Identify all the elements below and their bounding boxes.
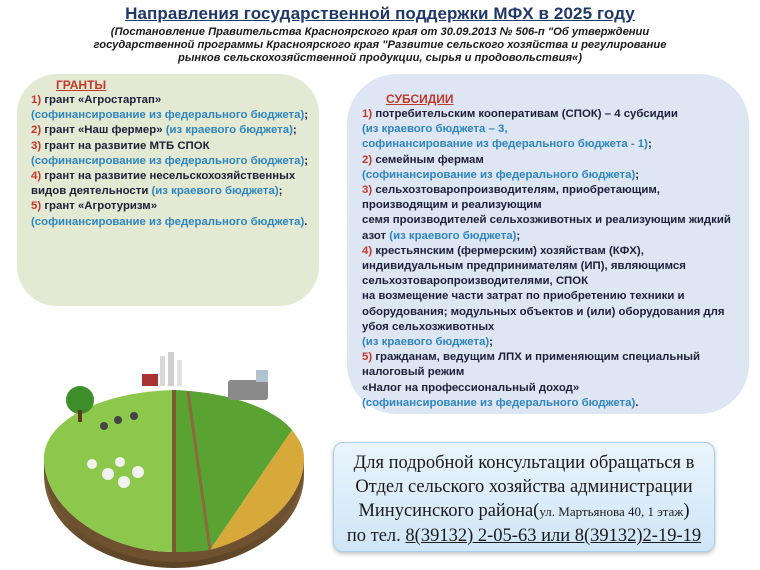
item-note: (софинансирование из федерального бюджета) [31, 109, 305, 122]
item-number: 2) [31, 124, 42, 137]
item-number: 5) [362, 351, 373, 364]
item-note: (софинансирование из федерального бюджета) [31, 154, 305, 167]
item-end: ; [304, 154, 309, 167]
page-title: Направления государственной поддержки МФХ в 2025 году [125, 4, 635, 23]
grants-heading: ГРАНТЫ [56, 78, 107, 92]
item-end: ; [635, 168, 640, 181]
item-note: (софинансирование из федерального бюджета) [362, 396, 636, 409]
list-item [31, 139, 316, 169]
item-number: 4) [31, 170, 42, 183]
harvester [228, 380, 268, 400]
item-text: грант «Агротуризм» [44, 200, 158, 213]
item-text: грант «Наш фермер» [44, 124, 163, 137]
agriculture-pie-illustration [38, 340, 310, 570]
item-number: 5) [31, 200, 42, 213]
item-end: ; [304, 109, 309, 122]
item-text: семейным фермам [375, 153, 484, 166]
list-item [31, 123, 316, 138]
cow [130, 412, 138, 420]
item-text: грант на развитие МТБ СПОК [44, 139, 210, 152]
sheep [102, 468, 114, 480]
silo [177, 360, 182, 386]
item-text: крестьянским (фермерским) хозяйствам (КФХ), индивидуальным предпринимателям (ИП), являющимся сельхозтоваропроизводителями, СПОК [362, 244, 686, 288]
subtitle-line-3: рынков сельскохозяйственной продукции, сырья и продовольствия«) [178, 52, 582, 64]
tree-trunk [78, 410, 82, 422]
harvester-cab [256, 370, 268, 382]
item-note: (софинансирование из федерального бюджета) [31, 215, 305, 228]
item-end: . [304, 215, 308, 228]
item-end: . [635, 396, 639, 409]
list-item [31, 93, 316, 123]
item-note: софинансирование из федерального бюджета - 1) [362, 138, 648, 151]
list-item [362, 107, 740, 153]
grants-list [31, 93, 316, 230]
item-text: «Налог на профессиональный доход» [362, 381, 580, 394]
list-item [362, 244, 740, 350]
list-item [362, 183, 740, 244]
item-text: потребительским кооперативам (СПОК) – 4 субсидии [375, 108, 678, 120]
sheep [87, 459, 97, 469]
item-end: ; [489, 336, 493, 349]
item-text: на возмещение части затрат по приобретению техники и оборудования; модульных объектов и (или) оборудования для убоя сельхозживотных [362, 290, 725, 333]
barn [142, 374, 158, 386]
item-end: ; [278, 185, 283, 198]
item-number: 2) [362, 153, 373, 166]
item-note: (из краевого бюджета) [389, 229, 517, 242]
item-number: 4) [362, 244, 373, 257]
item-text: грант на развитие несельскохозяйственных видов деятельности [31, 170, 296, 198]
phone-numbers[interactable]: 8(39132) 2-05-63 или 8(39132)2-19-19 [405, 526, 702, 546]
sheep [118, 476, 130, 488]
contact-line-2: Отдел сельского хозяйства администрации [355, 477, 693, 497]
list-item [362, 153, 740, 183]
contact-address: ул. Мартьянова 40, 1 этаж [539, 504, 684, 519]
item-number: 1) [362, 108, 373, 120]
cow [114, 416, 122, 424]
item-number: 3) [31, 139, 42, 152]
contact-department: Минусинского района( [358, 501, 540, 521]
item-text: гражданам, ведущим ЛПХ и применяющим специальный налоговый режим [362, 351, 700, 379]
contact-line-3 [334, 499, 714, 524]
item-text: грант «Агростартап» [44, 94, 162, 106]
item-note: (из краевого бюджета) [165, 124, 293, 137]
phone-prefix: по тел. [346, 526, 401, 546]
sheep [115, 457, 125, 467]
subsidies-heading: СУБСИДИИ [386, 92, 454, 106]
cow [100, 422, 108, 430]
tree [66, 386, 94, 414]
item-note: (из краевого бюджета) [151, 185, 279, 198]
contact-paren: ) [683, 501, 690, 521]
item-end: ; [292, 124, 297, 137]
subsidies-list [362, 107, 740, 411]
contact-line-4 [334, 524, 714, 548]
subtitle-line-2: государственной программы Красноярского края "Развитие сельского хозяйства и регулирование [93, 39, 667, 51]
item-end: ; [647, 138, 652, 151]
item-number: 3) [362, 184, 373, 197]
sheep [132, 466, 144, 478]
silo [168, 352, 174, 386]
subtitle-line-1: (Постановление Правительства Красноярского края от 30.09.2013 № 506-п "Об утверждении [110, 26, 650, 38]
item-end: ; [516, 229, 521, 242]
list-item [362, 350, 740, 411]
list-item [31, 169, 316, 199]
list-item [31, 199, 316, 229]
page-subtitle [40, 26, 720, 65]
item-note: (из краевого бюджета – 3, [362, 123, 508, 136]
contact-box [333, 442, 715, 552]
contact-line-1: Для подробной консультации обращаться в [353, 453, 695, 473]
silo [160, 356, 165, 386]
item-number: 1) [31, 94, 42, 106]
item-text: семя производителей сельхозживотных и реализующим жидкий азот [362, 214, 731, 242]
item-note: (из краевого бюджета) [362, 336, 490, 349]
item-note: (софинансирование из федерального бюджета) [362, 168, 636, 181]
item-text: сельхозтоваропроизводителям, приобретающим, производящим и реализующим [362, 184, 660, 212]
